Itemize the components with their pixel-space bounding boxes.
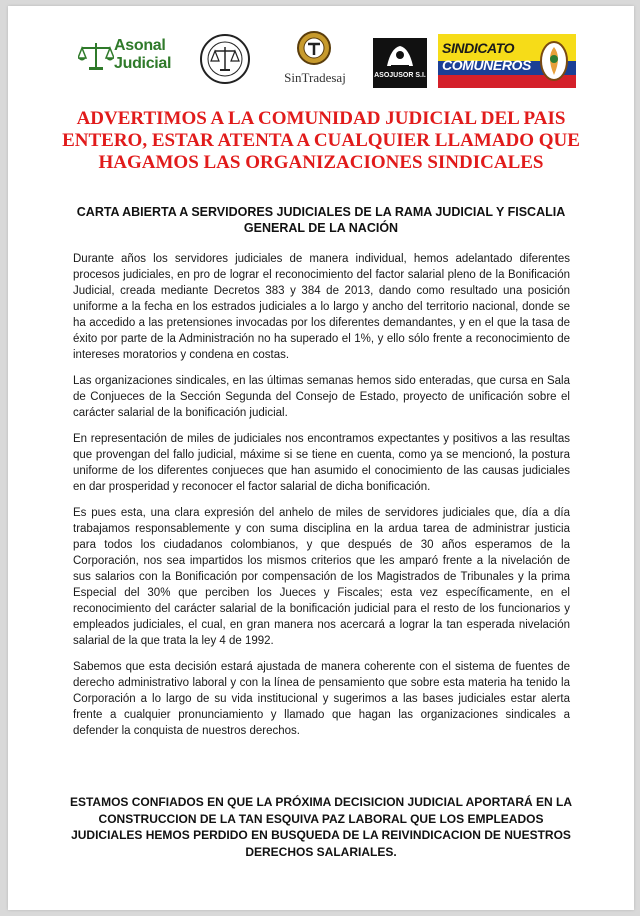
scales-of-justice-icon [78,40,114,72]
sintradesaj-logo [276,30,354,90]
logo-header [8,6,634,101]
paragraph: Durante años los servidores judiciales de manera individual, hemos adelantado diferentes procesos judiciales, en pro de lograr el reconocimiento del factor salarial pleno de la Bonificación Judicial, creada mediante Decretos 383 y 384 de 2013, dando como resultado una posición uniforme a la fecha en los estrados judiciales a lo largo y ancho del territorio nacional, donde se ha accedido a las pretensiones invocadas por los diferentes demandantes, y en el que la tasa de éxito por parte de la Administración no ha superado el 1%, y ello sólo frente a reconocimiento de intereses moratorios y condena en costas. [73,253,570,361]
asojusor-logo [373,38,427,88]
closing-statement: ESTAMOS CONFIADOS EN QUE LA PRÓXIMA DECISICION JUDICIAL APORTARÁ EN LA CONSTRUCCION DE LA TAN ESQUIVA PAZ LABORAL QUE LOS EMPLEADOS JUDICIALES HEMOS PERDIDO EN BUSQUEDA DE LA REIVINDICACION DE NUESTROS DERECHOS SALARIALES. [69,795,573,859]
paragraph: Las organizaciones sindicales, en las últimas semanas hemos sido enteradas, que cursa en Sala de Conjueces de la Sección Segunda del Consejo de Estado, proyecto de unificación sobre el carácter salarial de la bonificación judicial. [73,375,570,419]
asojusor-name: ASOJUSOR S.I. [374,72,426,79]
round-union-seal-logo [199,33,251,85]
letter-title: CARTA ABIERTA A SERVIDORES JUDICIALES DE LA RAMA JUDICIAL Y FISCALIA GENERAL DE LA NACIÓN [76,205,566,235]
sindicato-comuneros-logo [438,34,576,88]
asonal-line1: Asonal [114,37,166,54]
paragraph: Es pues esta, una clara expresión del anhelo de miles de servidores judiciales que, día a día trabajamos responsablemente y con suma disciplina en la ardua tarea de administrar justicia para todos los ciudadanos colombianos, y que después de 30 años esperamos de la Corporación, nos sea impartidos los mismos criterios que les amparó frente a la nivelación de sus salarios con la Bonificación por compensación de los Magistrados de Tribunales y la prima Especial del 30% que perciben los Jueces y Fiscales; esta vez específicamente, en el reconocimiento del carácter salarial de la bonificación judicial para el resto de los funcionarios y empleados judiciales, el cual, en gran manera nos acercará a lograr la tan esperada nivelación salarial de la que trata la ley 4 de 1992. [73,507,570,647]
letter-body [73,251,570,749]
black-square-emblem-icon [381,42,419,70]
round-union-seal-icon [199,33,251,85]
paragraph: Sabemos que esta decisión estará ajustada de manera coherente con el sistema de fuentes de derecho administrativo laboral y con la línea de pensamiento que sobre esta materia ha tenido la Corporación a lo largo de su vida institucional y sugerimos a las bases judiciales estar alerta frente a cualquier pronunciamiento y llamado que hagan las organizaciones sindicales a defender la conquista de nuestros derechos. [73,661,570,737]
document-page [8,6,634,910]
sintradesaj-name: SinTradesaj [284,70,346,85]
asonal-line2: Judicial [114,55,172,72]
comuneros-line2: COMUNEROS [442,57,531,73]
union-emblem-icon [296,30,332,66]
colombian-flag-emblem-icon [538,39,570,83]
asonal-judicial-logo [78,36,182,76]
warning-headline: ADVERTIMOS A LA COMUNIDAD JUDICIAL DEL PAIS ENTERO, ESTAR ATENTA A CUALQUIER LLAMADO QUE HAGAMOS LAS ORGANIZACIONES SINDICALES [62,108,580,173]
paragraph: En representación de miles de judiciales nos encontramos expectantes y positivos a las resultas que provengan del fallo judicial, máxime si se tiene en cuenta, como ya se mencionó, la postura uniforme de los diferentes conjueces que han asumido el conocimiento de las causas judiciales en dar prosperidad y reconocer el factor salarial de dicha bonificación. [73,433,570,493]
comuneros-line1: SINDICATO [442,40,515,56]
